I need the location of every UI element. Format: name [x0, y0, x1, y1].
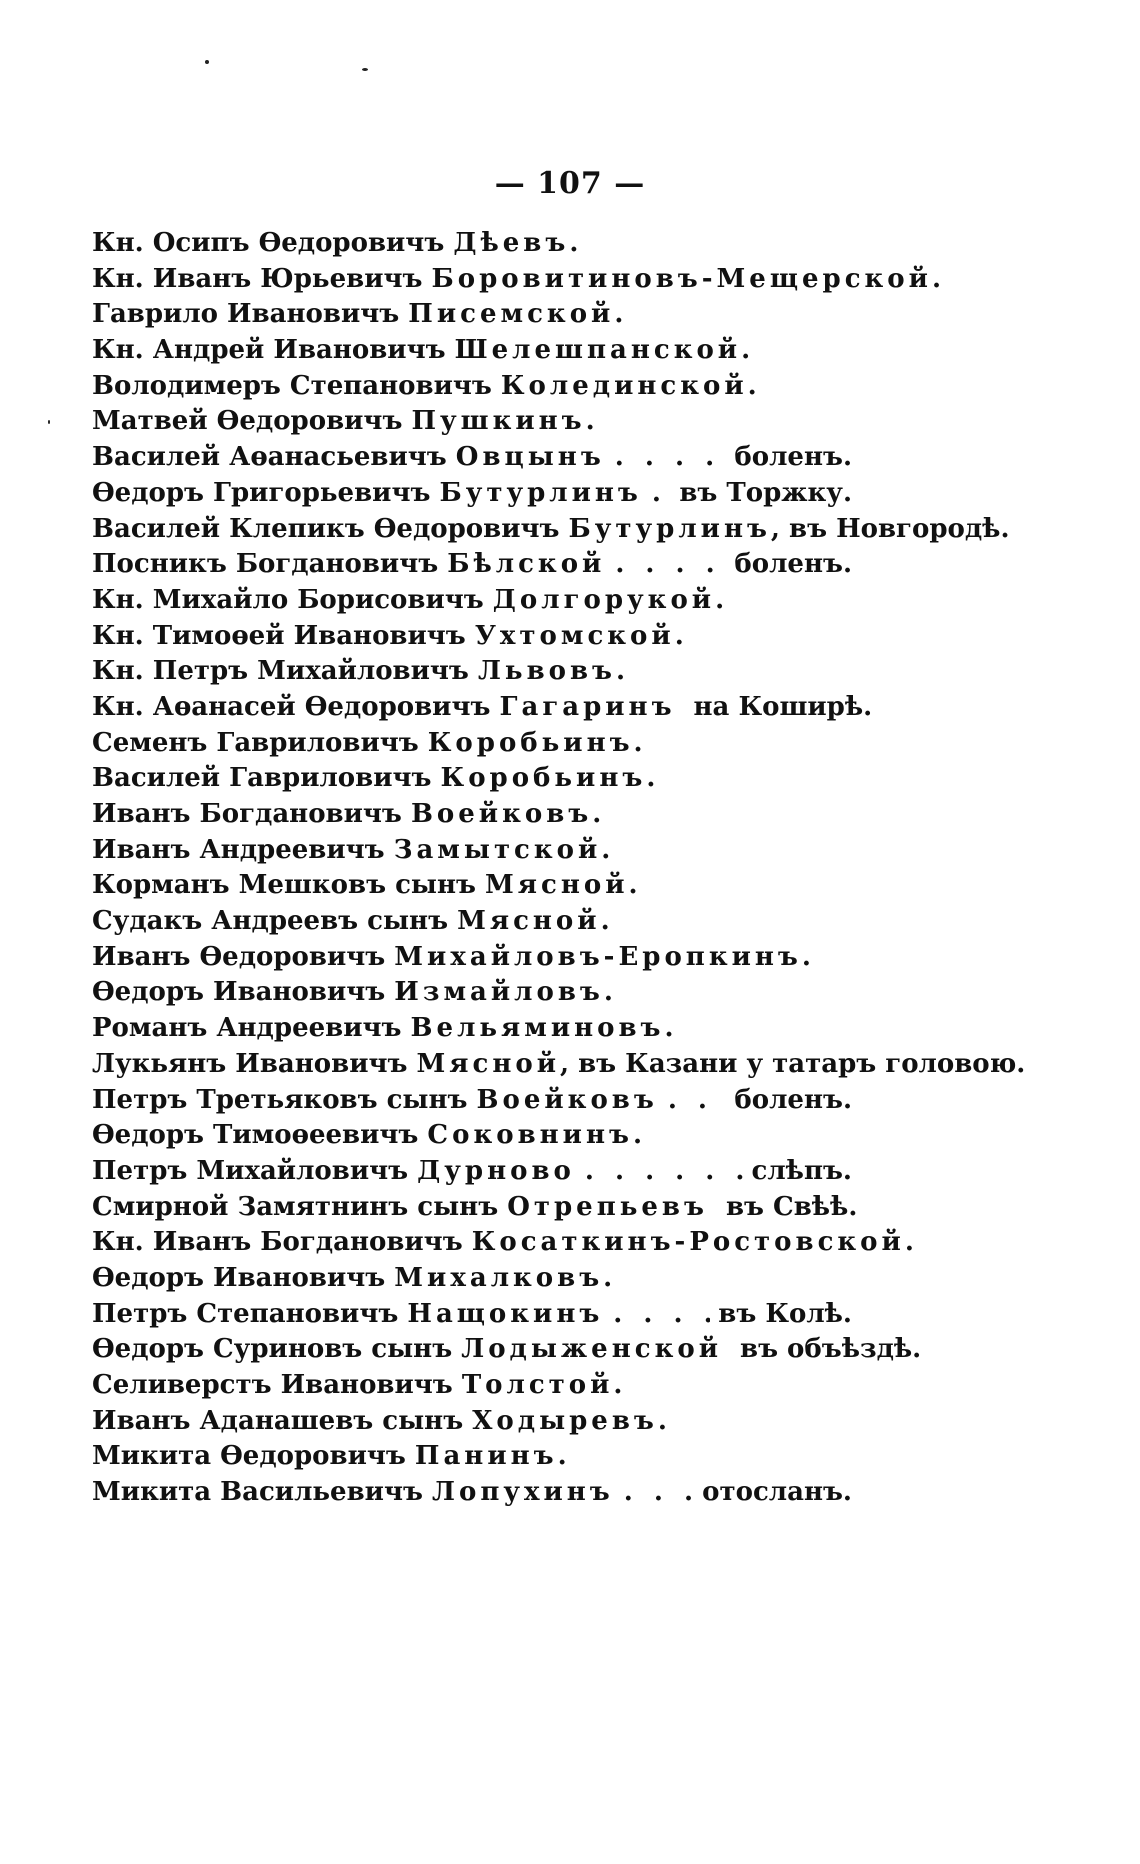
entry-surname: Ходыревъ	[472, 1405, 658, 1436]
entry-name	[92, 726, 643, 762]
entry-surname: Бѣлской	[447, 549, 606, 580]
entry-note: на Коширѣ.	[693, 691, 873, 722]
dot-leader	[652, 476, 671, 512]
entry-given-name: Посникъ Богдановичъ	[92, 549, 439, 580]
entry-given-name: Микита Өедоровичъ	[92, 1441, 406, 1472]
entry-given-name: Иванъ Өедоровичъ	[92, 941, 386, 972]
entry-given-name: Өедоръ Григорьевичъ	[92, 477, 431, 508]
entry-given-name: Петръ Степановичъ	[92, 1298, 399, 1329]
entry-surname: Гагаринъ	[499, 691, 676, 722]
entry-name	[92, 297, 623, 333]
register-entry	[92, 512, 1010, 548]
entry-surname: Косаткинъ-Ростовской	[471, 1227, 905, 1258]
entry-surname: Боровитиновъ-Мещерской	[431, 263, 932, 294]
register-entry	[92, 262, 941, 298]
entry-name	[92, 1118, 642, 1154]
entry-tail: .	[628, 870, 638, 901]
entry-name	[92, 1261, 612, 1297]
entry-tail: .	[904, 1227, 914, 1258]
entry-tail: .	[646, 763, 656, 794]
register-entry	[92, 1083, 852, 1119]
entry-tail: .	[616, 656, 626, 687]
entry-given-name: Смирной Замятнинъ сынъ	[92, 1191, 499, 1222]
entry-tail: .	[747, 370, 757, 401]
entry-surname: Бутурлинъ	[439, 477, 642, 508]
entry-given-name: Кн. Тимоөей Ивановичъ	[92, 620, 466, 651]
entry-name	[92, 1404, 667, 1440]
entry-surname: Лодыженской	[461, 1334, 722, 1365]
entry-name	[92, 868, 638, 904]
entry-given-name: Петръ Третьяковъ сынъ	[92, 1084, 468, 1115]
entry-surname: Толстой	[461, 1370, 614, 1400]
entry-given-name: Володимеръ Степановичъ	[92, 370, 492, 401]
register-entry	[92, 690, 873, 726]
entry-note: въ Колѣ.	[718, 1298, 852, 1329]
entry-given-name: Өедоръ Ивановичъ	[92, 977, 386, 1008]
entry-given-name: Микита Васильевичъ	[92, 1477, 423, 1508]
entry-note: отосланъ.	[702, 1477, 852, 1508]
entry-surname: Дурново	[417, 1155, 575, 1186]
entry-surname: Михалковъ	[394, 1262, 604, 1293]
entry-tail: .	[557, 1441, 567, 1472]
entry-name	[92, 1083, 658, 1119]
entry-surname: Мясной	[457, 906, 601, 937]
entry-surname: Воейковъ	[476, 1084, 658, 1115]
entry-tail: .	[603, 977, 613, 1008]
print-speck	[205, 60, 209, 64]
dot-leader	[624, 1475, 694, 1511]
entry-surname: Соковнинъ	[427, 1120, 633, 1151]
register-entry	[92, 975, 852, 1011]
entry-given-name: Семенъ Гавриловичъ	[92, 727, 419, 758]
entry-tail: .	[715, 584, 725, 615]
register-entry	[92, 583, 852, 619]
entry-note: боленъ.	[734, 549, 852, 580]
entry-name	[92, 547, 605, 583]
entry-given-name: Кн. Аөанасей Өедоровичъ	[92, 691, 491, 722]
register-entry	[92, 726, 852, 762]
entry-note: въ объѣздѣ.	[740, 1334, 922, 1365]
entry-given-name: Кн. Петръ Михайловичъ	[92, 656, 469, 687]
register-entry	[92, 1332, 922, 1368]
entry-tail: .	[585, 406, 595, 437]
entry-given-name: Лукьянъ Ивановичъ	[92, 1048, 408, 1079]
entry-name	[92, 940, 811, 976]
entry-note: боленъ.	[734, 442, 852, 473]
register-entry	[92, 1190, 858, 1226]
entry-name	[92, 761, 655, 797]
register-entry	[92, 1475, 852, 1511]
entry-name	[92, 1368, 622, 1404]
entry-name	[92, 1154, 575, 1190]
register-entry	[92, 333, 852, 369]
entry-name	[92, 797, 601, 833]
entry-tail: .	[601, 834, 611, 865]
register-entry	[92, 226, 852, 262]
entry-surname: Овцынъ	[455, 442, 605, 473]
dot-leader	[585, 1154, 744, 1190]
entry-surname: Шелешпанской	[454, 335, 742, 366]
entry-tail: , въ Казани у татаръ головою.	[560, 1048, 1026, 1079]
entry-given-name: Судакъ Андреевъ сынъ	[92, 906, 449, 937]
entry-note: въ Свѣѣ.	[725, 1191, 858, 1222]
entry-given-name: Иванъ Аданашевъ сынъ	[92, 1405, 464, 1436]
dot-leader	[668, 1083, 727, 1119]
entry-surname: Воейковъ	[410, 799, 593, 829]
entry-given-name: Корманъ Мешковъ сынъ	[92, 870, 476, 901]
entry-surname: Мясной	[416, 1048, 561, 1079]
entry-surname: Лопухинъ	[431, 1477, 614, 1508]
entry-name	[92, 512, 1010, 548]
entry-given-name: Гаврило Ивановичъ	[92, 299, 400, 330]
entry-given-name: Өедоръ Суриновъ сынъ	[92, 1334, 453, 1365]
entry-name	[92, 476, 642, 512]
entry-name	[92, 262, 941, 298]
entry-surname: Бутурлинъ	[568, 513, 771, 544]
print-speck	[48, 420, 50, 424]
entry-given-name: Иванъ Богдановичъ	[92, 799, 402, 829]
entry-name	[92, 1011, 674, 1047]
entry-given-name: Иванъ Андреевичъ	[92, 834, 385, 865]
register-entry	[92, 1047, 1026, 1083]
entry-tail: .	[931, 263, 941, 294]
register-entry	[92, 1118, 852, 1154]
entry-name	[92, 1190, 708, 1226]
entry-surname: Долгорукой	[492, 584, 716, 615]
entry-note: боленъ.	[734, 1084, 852, 1115]
entry-tail: .	[633, 727, 643, 758]
register-entry	[92, 654, 852, 690]
entry-name	[92, 369, 757, 405]
entry-tail: .	[801, 941, 811, 972]
dot-leader	[615, 547, 726, 583]
entry-given-name: Кн. Иванъ Юрьевичъ	[92, 263, 423, 294]
entry-name	[92, 1225, 914, 1261]
entry-name	[92, 1297, 603, 1333]
entry-given-name: Өедоръ Ивановичъ	[92, 1262, 386, 1293]
register-entry	[92, 1154, 852, 1190]
entry-surname: Мясной	[485, 870, 629, 901]
register-entry	[92, 940, 852, 976]
register-entry	[92, 797, 852, 833]
register-entry	[92, 440, 852, 476]
register-entry	[92, 1297, 852, 1333]
entry-name	[92, 583, 724, 619]
entry-surname: Коробьинъ	[427, 727, 634, 758]
entry-name	[92, 333, 750, 369]
entry-given-name: Романъ Андреевичъ	[92, 1013, 402, 1044]
dot-leader	[615, 440, 727, 476]
entry-surname: Измайловъ	[394, 977, 604, 1008]
entry-surname: Ухтомской	[474, 620, 675, 651]
entry-given-name: Василей Клепикъ Өедоровичъ	[92, 513, 560, 544]
register-entry	[92, 868, 852, 904]
register-entry	[92, 1439, 852, 1475]
entry-tail: .	[657, 1405, 667, 1436]
entry-name	[92, 690, 676, 726]
register-entry	[92, 1011, 852, 1047]
entry-tail: .	[600, 906, 610, 937]
entry-surname: Михайловъ-Еропкинъ	[394, 941, 802, 972]
entry-tail: .	[664, 1013, 674, 1044]
entry-given-name: Кн. Андрей Ивановичъ	[92, 335, 446, 366]
register-entry	[92, 761, 852, 797]
entry-surname: Писемской	[408, 299, 615, 330]
entry-tail: .	[603, 1262, 613, 1293]
entry-tail: .	[569, 228, 579, 258]
register-entry	[92, 1368, 852, 1404]
entry-name	[92, 654, 625, 690]
entry-surname: Нащокинъ	[407, 1298, 604, 1329]
entry-surname: Вельяминовъ	[410, 1013, 665, 1044]
entry-given-name: Петръ Михайловичъ	[92, 1155, 409, 1186]
entry-surname: Колединской	[500, 370, 748, 401]
register-entry	[92, 547, 852, 583]
entry-tail: .	[614, 299, 624, 330]
entry-tail: .	[592, 799, 602, 829]
entry-name	[92, 833, 610, 869]
entry-surname: Львовъ	[477, 656, 616, 687]
entry-name	[92, 1047, 1025, 1083]
entry-surname: Коробьинъ	[440, 763, 647, 794]
entry-name	[92, 1439, 567, 1475]
entry-name	[92, 226, 578, 262]
register-entry	[92, 369, 852, 405]
entry-given-name: Матвей Өедоровичъ	[92, 406, 403, 437]
entry-note: слѣпъ.	[751, 1155, 852, 1186]
entry-surname: Замытской	[393, 834, 602, 865]
entry-name	[92, 1332, 722, 1368]
entry-tail: , въ Новгородѣ.	[770, 513, 1010, 544]
register-entry	[92, 833, 852, 869]
entry-surname: Пушкинъ	[411, 406, 586, 437]
entry-tail: .	[674, 620, 684, 651]
entry-note: въ Торжку.	[679, 477, 852, 508]
print-speck	[362, 68, 368, 71]
page-number: — 107 —	[494, 166, 646, 201]
entry-tail: .	[613, 1370, 623, 1400]
entry-tail: .	[741, 335, 751, 366]
dot-leader	[613, 1297, 710, 1333]
entry-name	[92, 619, 684, 655]
register-entry	[92, 1404, 852, 1440]
entry-given-name: Кн. Осипъ Өедоровичъ	[92, 228, 445, 258]
entry-tail: .	[632, 1120, 642, 1151]
entry-surname: Отрепьевъ	[507, 1191, 708, 1222]
entry-surname: Панинъ	[414, 1441, 558, 1472]
entry-name	[92, 404, 595, 440]
entry-name	[92, 440, 605, 476]
register-entry	[92, 297, 852, 333]
entry-name	[92, 904, 610, 940]
register-entry	[92, 476, 852, 512]
entry-given-name: Кн. Иванъ Богдановичъ	[92, 1227, 463, 1258]
entry-given-name: Василей Аөанасьевичъ	[92, 442, 447, 473]
register-entry	[92, 1225, 914, 1261]
register-entry	[92, 904, 852, 940]
entry-name	[92, 975, 613, 1011]
entry-name	[92, 1475, 614, 1511]
register-entry	[92, 619, 852, 655]
entry-given-name: Василей Гавриловичъ	[92, 763, 432, 794]
register-list	[92, 226, 1026, 1511]
entry-surname: Дѣевъ	[453, 228, 570, 258]
register-entry	[92, 1261, 852, 1297]
register-entry	[92, 404, 852, 440]
entry-given-name: Селиверстъ Ивановичъ	[92, 1370, 453, 1400]
entry-given-name: Өедоръ Тимоөеевичъ	[92, 1120, 419, 1151]
entry-given-name: Кн. Михайло Борисовичъ	[92, 584, 484, 615]
